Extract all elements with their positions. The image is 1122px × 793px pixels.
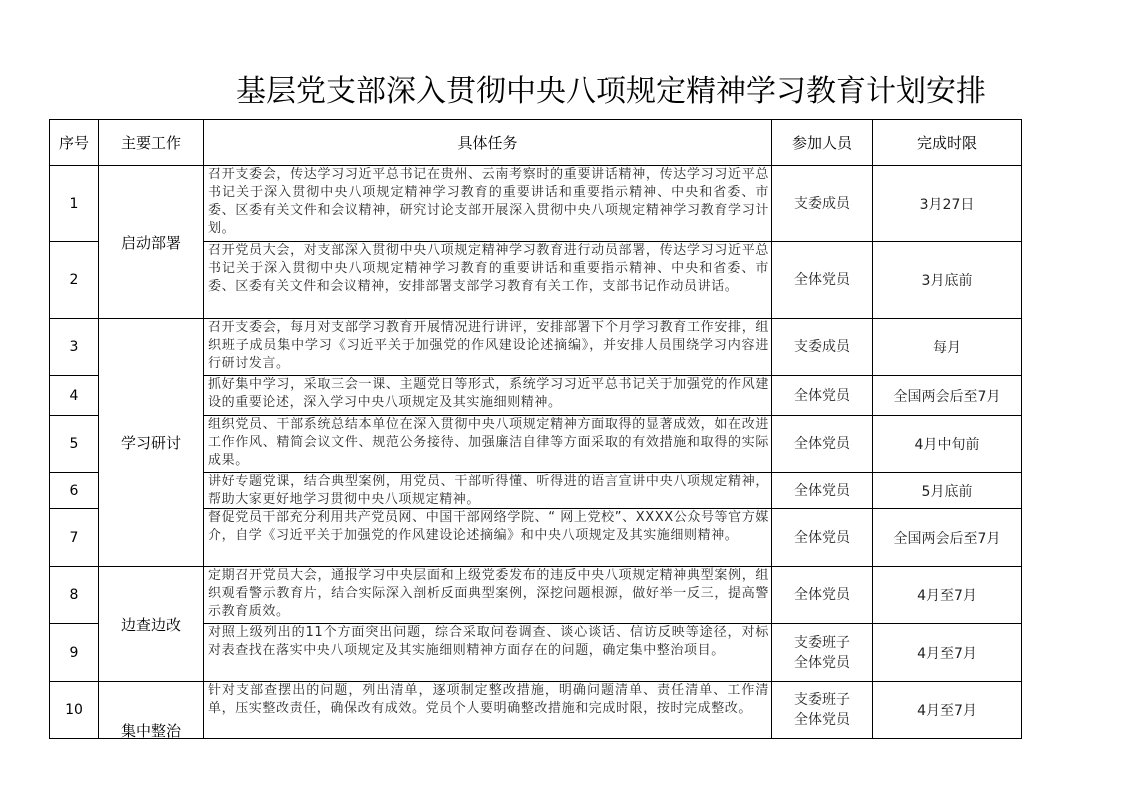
row-number: 6 (50, 473, 99, 509)
row-number: 7 (50, 509, 99, 567)
people-cell: 全体党员 (772, 376, 873, 416)
header-task: 具体任务 (204, 120, 772, 166)
deadline-cell: 4月至7月 (873, 567, 1022, 624)
task-cell (204, 376, 772, 416)
header-people: 参加人员 (772, 120, 873, 166)
task-cell (204, 319, 772, 376)
plan-table (49, 119, 1022, 739)
row-number: 1 (50, 166, 99, 242)
row-number: 10 (50, 682, 99, 739)
task-text: 督促党员干部充分利用共产党员网、中国干部网络学院、“ 网上党校”、XXXX公众号等官方媒介，自学《习近平关于加强党的作风建设论述摘编》和中央八项规定及其实施细则精神。 (208, 510, 769, 543)
row-number: 3 (50, 319, 99, 376)
deadline-cell: 全国两会后至7月 (873, 376, 1022, 416)
deadline-cell: 4月至7月 (873, 682, 1022, 739)
people-cell: 支委成员 (772, 166, 873, 242)
deadline-cell: 全国两会后至7月 (873, 509, 1022, 567)
header-deadline: 完成时限 (873, 120, 1022, 166)
work-group-inspect (99, 567, 204, 682)
deadline-cell: 5月底前 (873, 473, 1022, 509)
work-group-study (99, 319, 204, 567)
row-number: 5 (50, 416, 99, 473)
deadline-cell: 3月27日 (873, 166, 1022, 242)
row-number: 4 (50, 376, 99, 416)
task-cell (204, 567, 772, 624)
work-group-rectify (99, 682, 204, 739)
task-text: 召开支委会，传达学习习近平总书记在贵州、云南考察时的重要讲话精神，传达学习习近平总书记关于深入贯彻中央八项规定精神学习教育的重要讲话和重要指示精神、中央和省委、市委、区委有关文件和会议精神，研究讨论支部开展深入贯彻中央八项规定精神学习教育学习计划。 (208, 167, 769, 236)
deadline-cell: 4月中旬前 (873, 416, 1022, 473)
task-text: 召开支委会，每月对支部学习教育开展情况进行讲评，安排部署下个月学习教育工作安排，组织班子成员集中学习《习近平关于加强党的作风建设论述摘编》，并安排人员围绕学习内容进行研讨发言。 (208, 320, 769, 371)
task-cell (204, 509, 772, 567)
people-line: 全体党员 (794, 712, 850, 728)
people-cell: 全体党员 (772, 416, 873, 473)
people-cell: 全体党员 (772, 473, 873, 509)
people-cell: 全体党员 (772, 242, 873, 319)
deadline-cell: 3月底前 (873, 242, 1022, 319)
document-title: 基层党支部深入贯彻中央八项规定精神学习教育计划安排 (236, 74, 986, 109)
task-cell (204, 416, 772, 473)
people-cell (772, 682, 873, 739)
work-group-label: 集中整治 (120, 722, 181, 739)
people-cell: 全体党员 (772, 567, 873, 624)
people-line: 支委班子 (794, 692, 850, 708)
task-text: 组织党员、干部系统总结本单位在深入贯彻中央八项规定精神方面取得的显著成效，如在改进工作作风、精简会议文件、规范公务接待、加强廉洁自律等方面采取的有效措施和取得的实际成果。 (208, 417, 769, 468)
work-group-label: 学习研讨 (120, 434, 181, 452)
task-text: 讲好专题党课，结合典型案例，用党员、干部听得懂、听得进的语言宣讲中央八项规定精神，帮助大家更好地学习贯彻中央八项规定精神。 (208, 474, 769, 507)
task-cell (204, 166, 772, 242)
table-header-row (50, 120, 1022, 166)
task-text: 针对支部查摆出的问题，列出清单，逐项制定整改措施，明确问题清单、责任清单、工作清单，压实整改责任，确保改有成效。党员个人要明确整改措施和完成时限，按时完成整改。 (208, 683, 769, 716)
task-cell (204, 624, 772, 682)
deadline-cell: 每月 (873, 319, 1022, 376)
task-text: 定期召开党员大会，通报学习中央层面和上级党委发布的违反中央八项规定精神典型案例，组织观看警示教育片，结合实际深入剖析反面典型案例，深挖问题根源，做好举一反三，提高警示教育质效。 (208, 568, 769, 619)
task-text: 对照上级列出的11个方面突出问题，综合采取问卷调查、谈心谈话、信访反映等途径，对标对表查找在落实中央八项规定及其实施细则精神方面存在的问题，确定集中整治项目。 (208, 625, 769, 658)
row-number: 2 (50, 242, 99, 319)
work-group-label: 边查边改 (120, 615, 181, 634)
people-cell: 全体党员 (772, 509, 873, 567)
people-cell: 支委成员 (772, 319, 873, 376)
table-row (50, 319, 1022, 376)
work-group-startup (99, 166, 204, 319)
task-text: 召开党员大会，对支部深入贯彻中央八项规定精神学习教育进行动员部署，传达学习习近平总书记关于深入贯彻中央八项规定精神学习教育的重要讲话和重要指示精神、中央和省委、市委、区委有关文件和会议精神，安排部署支部学习教育有关工作，支部书记作动员讲话。 (208, 243, 769, 294)
header-no: 序号 (50, 120, 99, 166)
row-number: 9 (50, 624, 99, 682)
task-text: 抓好集中学习，采取三会一课、主题党日等形式，系统学习习近平总书记关于加强党的作风建设的重要论述，深入学习中央八项规定及其实施细则精神。 (208, 377, 769, 410)
row-number: 8 (50, 567, 99, 624)
people-line: 全体党员 (794, 654, 850, 671)
task-cell (204, 242, 772, 319)
table-row (50, 682, 1022, 739)
task-cell (204, 682, 772, 739)
people-cell (772, 624, 873, 682)
table-row (50, 567, 1022, 624)
header-work: 主要工作 (99, 120, 204, 166)
work-group-label: 启动部署 (120, 233, 181, 252)
people-line: 支委班子 (794, 634, 850, 651)
task-cell (204, 473, 772, 509)
deadline-cell: 4月至7月 (873, 624, 1022, 682)
table-row (50, 166, 1022, 242)
